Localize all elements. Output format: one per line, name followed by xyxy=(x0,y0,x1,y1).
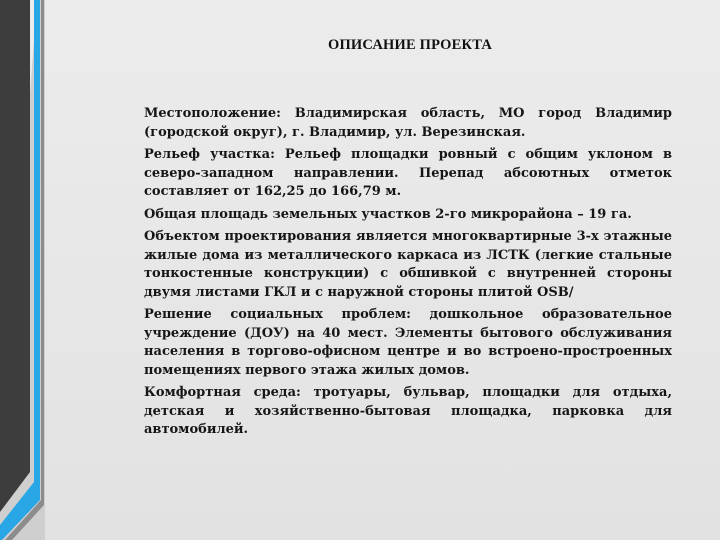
paragraph-location: Местоположение: Владимирская область, МО город Владимир (городской округ), г. Владимир, ул. Верезинская. xyxy=(144,106,672,140)
decorative-stripes xyxy=(0,0,100,540)
description-body xyxy=(144,105,672,444)
page-title: ОПИСАНИЕ ПРОЕКТА xyxy=(327,37,493,53)
paragraph-object: Объектом проектирования является многоквартирные 3-х этажные жилые дома из металлического каркаса из ЛСТК (легкие стальные тонкостенные конструкции) с обшивкой с внутренней стороны двумя листами ГКЛ и с наружной стороны плитой OSB/ xyxy=(144,229,672,300)
paragraph-relief: Рельеф участка: Рельеф площадки ровный с общим уклоном в северо-западном направлении. Перепад абсоютных отметок составляет от 162,25 до 166,79 м. xyxy=(144,147,672,199)
paragraph-comfort: Комфортная среда: тротуары, бульвар, площадки для отдыха, детская и хозяйственно-бытовая площадка, парковка для автомобилей. xyxy=(144,385,672,437)
paragraph-area: Общая площадь земельных участков 2-го микрорайона – 19 га. xyxy=(144,206,632,222)
paragraph-social: Решение социальных проблем: дошкольное образовательное учреждение (ДОУ) на 40 мест. Элементы бытового обслуживания населения в торгово-офисном центре и во встроено-простроенных помещениях первого этажа жилых домов. xyxy=(144,307,672,378)
stripe-dark xyxy=(0,0,30,512)
